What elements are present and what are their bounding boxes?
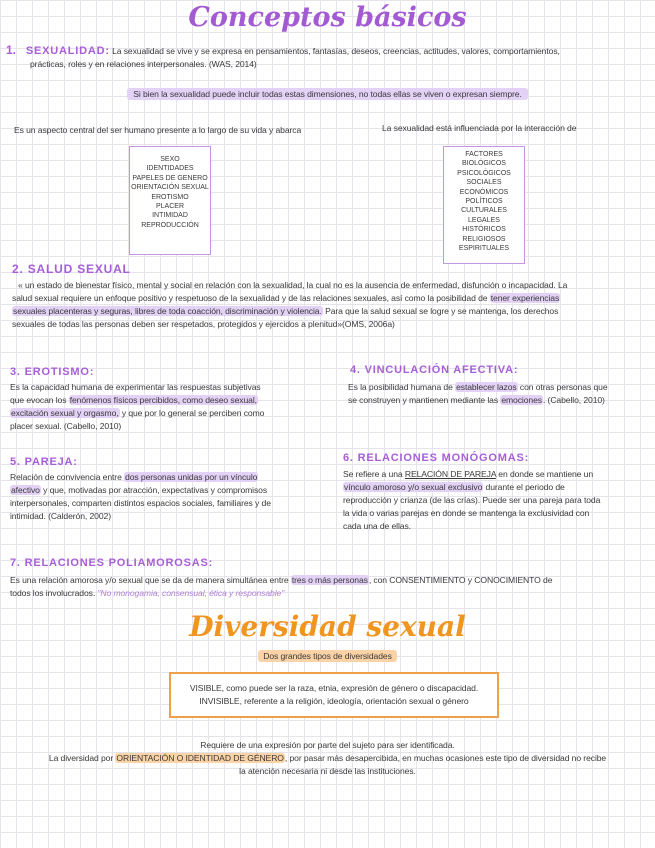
diversity-subtitle: Dos grandes tipos de diversidades [0, 650, 655, 663]
section-heading: SEXUALIDAD: [25, 45, 110, 57]
page-title: Conceptos básicos [188, 2, 467, 33]
section-heading: 2. SALUD SEXUAL [12, 262, 131, 276]
influence-factors-box: FACTORES BIOLÓGICOS PSICOLÓGICOS SOCIALES ECONÓMICOS POLÍTICOS CULTURALES LEGALES HISTÓRICOS RELIGIOSOS ESPIRITUALES [443, 146, 525, 264]
section-monogamas: Se refiere a una RELACIÓN DE PAREJA en donde se mantiene un vínculo amoroso y/o sexual exclusivo durante el periodo de reproducción y crianza (de las crías). Puede ser una pareja para toda la vida o varias parejas en donde se mantenga la exclusividad con cada una de ellas. [343, 469, 601, 531]
section-heading: 5. PAREJA: [10, 456, 78, 468]
section-salud-sexual: « un estado de bienestar físico, mental y social en relación con la sexualidad, la cual no es la ausencia de enfermedad, disfunción o incapacidad. La salud sexual requiere un enfoque positivo y respetuoso de la sexualidad y de las relaciones sexuales, así como la posibilidad de tener experiencias sexuales placenteras y seguras, libres de toda coacción, discriminación y violencia. Para que la salud sexual se logre y se mantenga, los derechos sexuales de todas las personas deben ser respetados, protegidos y ejercidos a plenitud»(OMS, 2006a) [12, 280, 568, 329]
diversity-title: Diversidad sexual [189, 610, 466, 643]
right-caption: La sexualidad está influenciada por la interacción de [382, 123, 577, 133]
section-heading: 4. VINCULACIÓN AFECTIVA: [350, 364, 519, 376]
section-heading: 7. RELACIONES POLIAMOROSAS: [10, 557, 214, 569]
section-sexualidad [6, 44, 646, 71]
highlight-note: Si bien la sexualidad puede incluir todas estas dimensiones, no todas ellas se viven o expresan siempre. [0, 88, 655, 101]
section-erotismo: Es la capacidad humana de experimentar las respuestas subjetivas que evocan los fenómenos físicos percibidos, como deseo sexual, excitación sexual y orgasmo, y que por lo general se perciben como placer sexual. (Cabello, 2010) [10, 382, 265, 431]
section-pareja: Relación de convivencia entre dos personas unidas por un vínculo afectivo y que, motivadas por atracción, expectativas y compromisos interpersonales, comparten distintos espacios sociales, familiares y de intimidad. (Calderón, 2002) [10, 472, 271, 521]
section-heading: 3. EROTISMO: [10, 366, 95, 378]
left-caption: Es un aspecto central del ser humano presente a lo largo de su vida y abarca [14, 125, 302, 135]
section-poliamorosas: Es una relación amorosa y/o sexual que se da de manera simultánea entre tres o más personas, con CONSENTIMIENTO y CONOCIMIENTO de todos los involucrados. "No monogamia, consensual, ética y responsable" [10, 575, 553, 598]
section-number: 1. [6, 43, 16, 57]
section-text: La sexualidad se vive y se expresa en pensamientos, fantasías, deseos, creencias, actitudes, valores, comportamientos, [112, 46, 560, 56]
section-vinculacion: Es la posibilidad humana de establecer lazos con otras personas que se construyen y mantienen mediante las emociones. (Cabello, 2010) [348, 382, 608, 405]
sexuality-dimensions-box: SEXO IDENTIDADES PAPELES DE GENERO ORIENTACIÓN SEXUAL EROTISMO PLACER INTIMIDAD REPRODUCCIÓN [129, 146, 211, 255]
section-heading: 6. RELACIONES MONÓGOMAS: [343, 452, 530, 464]
diversity-text: Requiere de una expresión por parte del sujeto para ser identificada. La diversidad por ORIENTACIÓN O IDENTIDAD DE GÉNERO, por pasar más desapercibida, en muchas ocasiones este tipo de diversidad no recibe la atención necesaria ni desde las instituciones. [48, 740, 607, 776]
section-text: prácticas, roles y en relaciones interpersonales. (WAS, 2014) [30, 59, 257, 69]
diversity-types-box: VISIBLE, como puede ser la raza, etnia, expresión de género o discapacidad. INVISIBLE, referente a la religión, ideología, orientación sexual o género [169, 672, 499, 718]
